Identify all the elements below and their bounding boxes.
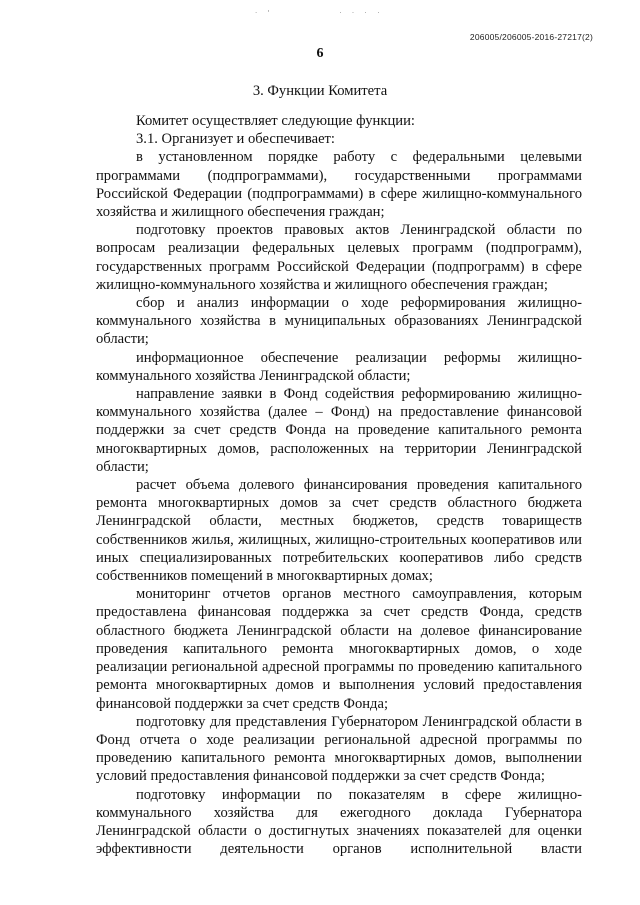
paragraph-function: подготовку проектов правовых актов Ленинградской области по вопросам реализации федеральных целевых программ (подпрограмм), государственных программ Российской Федерации (подпрограмм) в сфере жилищно-коммунального хозяйства и жилищного обеспечения граждан; <box>96 222 582 293</box>
page-number: 6 <box>316 46 324 61</box>
document-id: 206005/206005-2016-27217(2) <box>469 32 593 42</box>
paragraph-function: подготовку для представления Губернатором Ленинградской области в Фонд отчета о ходе реализации региональной адресной программы по проведению капитального ремонта многоквартирных домов, выполнении условий предоставления финансовой поддержки за счет средств Фонда; <box>96 713 582 785</box>
paragraph-intro: Комитет осуществляет следующие функции: <box>136 113 415 129</box>
paragraph-function: расчет объема долевого финансирования проведения капитального ремонта многоквартирных домов за счет средств областного бюджета Ленинградской области, местных бюджетов, средств товариществ собственников жилья, жилищных, жилищно-строительных кооперативов или иных специализированных потребительских кооперативов либо средств собственников помещений в многоквартирных домах; <box>96 477 582 585</box>
paragraph-function-continued: подготовку информации по показателям в сфере жилищно-коммунального хозяйства для ежегодного доклада Губернатора Ленинградской области о достигнутых значениях показателей для оценки эффективности деятельности органов исполнительной власти <box>96 786 582 858</box>
paragraph-function: мониторинг отчетов органов местного самоуправления, которым предоставлена финансовая поддержка за счет средств Фонда, средств областного бюджета Ленинградской области на долевое финансирование проведения капитального ремонта многоквартирных домов, о ходе реализации региональной адресной программы по проведению капитального ремонта многоквартирных домов и выполнения условий предоставления финансовой поддержки за счет средств Фонда; <box>96 586 582 712</box>
paragraph-function: сбор и анализ информации о ходе реформирования жилищно-коммунального хозяйства в муниципальных образованиях Ленинградской области; <box>96 295 582 348</box>
section-title: 3. Функции Комитета <box>252 83 388 99</box>
paragraph-function: направление заявки в Фонд содействия реформированию жилищно-коммунального хозяйства (далее – Фонд) на предоставление финансовой поддержки за счет средств Фонда на проведение капитального ремонта многоквартирных домов, расположенных на территории Ленинградской области; <box>96 386 582 475</box>
scan-artifact-marks: · ' · · · · <box>255 9 382 17</box>
paragraph-function: в установленном порядке работу с федеральными целевыми программами (подпрограммами), государственными программами Российской Федерации (подпрограммами) в сфере жилищно-коммунального хозяйства и жилищного обеспечения граждан; <box>96 149 582 221</box>
paragraph-function: информационное обеспечение реализации реформы жилищно-коммунального хозяйства Ленинградской области; <box>96 349 582 384</box>
document-body <box>96 112 582 858</box>
paragraph-clause-3-1: 3.1. Организует и обеспечивает: <box>136 131 335 148</box>
